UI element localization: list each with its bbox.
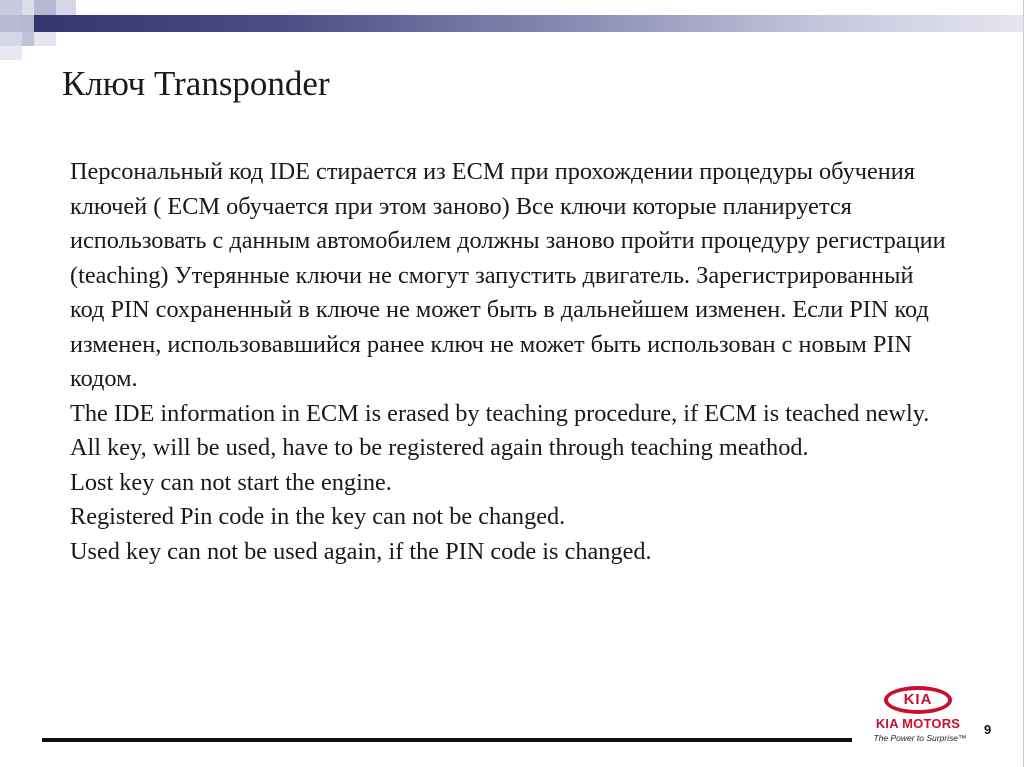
slide-body [70, 155, 950, 569]
paragraph-russian: Персональный код IDE стирается из ECM при прохождении процедуры обучения ключей ( ECM обучается при этом заново) Все ключи которые планируется использовать с данным автомобилем должны заново пройти процедуру регистрации (teaching) Утерянные ключи не смогут запустить двигатель. Зарегистрированный код PIN сохраненный в ключе не может быть в дальнейшем изменен. Если PIN код изменен, использовавшийся ранее ключ не может быть использован с новым PIN кодом. [70, 158, 946, 392]
corner-square [0, 46, 22, 60]
corner-square [22, 15, 34, 32]
kia-tagline: The Power to Surprise™ [873, 733, 967, 743]
kia-motors-logo [862, 686, 974, 748]
kia-motors-wordmark: KIA MOTORS [875, 716, 961, 731]
paragraph-english-2: All key, will be used, have to be registered again through teaching meathod. [70, 434, 809, 461]
page-number: 9 [984, 722, 992, 737]
paragraph-english-1: The IDE information in ECM is erased by teaching procedure, if ECM is teached newly. [70, 399, 930, 427]
paragraph-english-3: Lost key can not start the engine. [70, 468, 392, 496]
corner-square [0, 0, 22, 15]
paragraph-english-5: Used key can not be used again, if the PIN code is changed. [70, 537, 652, 565]
corner-square [22, 32, 34, 46]
corner-square [34, 0, 56, 15]
corner-square [0, 15, 22, 32]
corner-square [34, 32, 56, 46]
footer-divider [42, 738, 852, 742]
corner-square [22, 0, 34, 15]
header-gradient-bar [34, 15, 1024, 32]
slide-title: Ключ Transponder [62, 64, 330, 103]
corner-square [56, 0, 76, 15]
corner-square [0, 32, 22, 46]
kia-oval-emblem [884, 686, 952, 714]
paragraph-english-4: Registered Pin code in the key can not be changed. [70, 503, 566, 530]
kia-emblem-text: KIA [903, 691, 933, 708]
